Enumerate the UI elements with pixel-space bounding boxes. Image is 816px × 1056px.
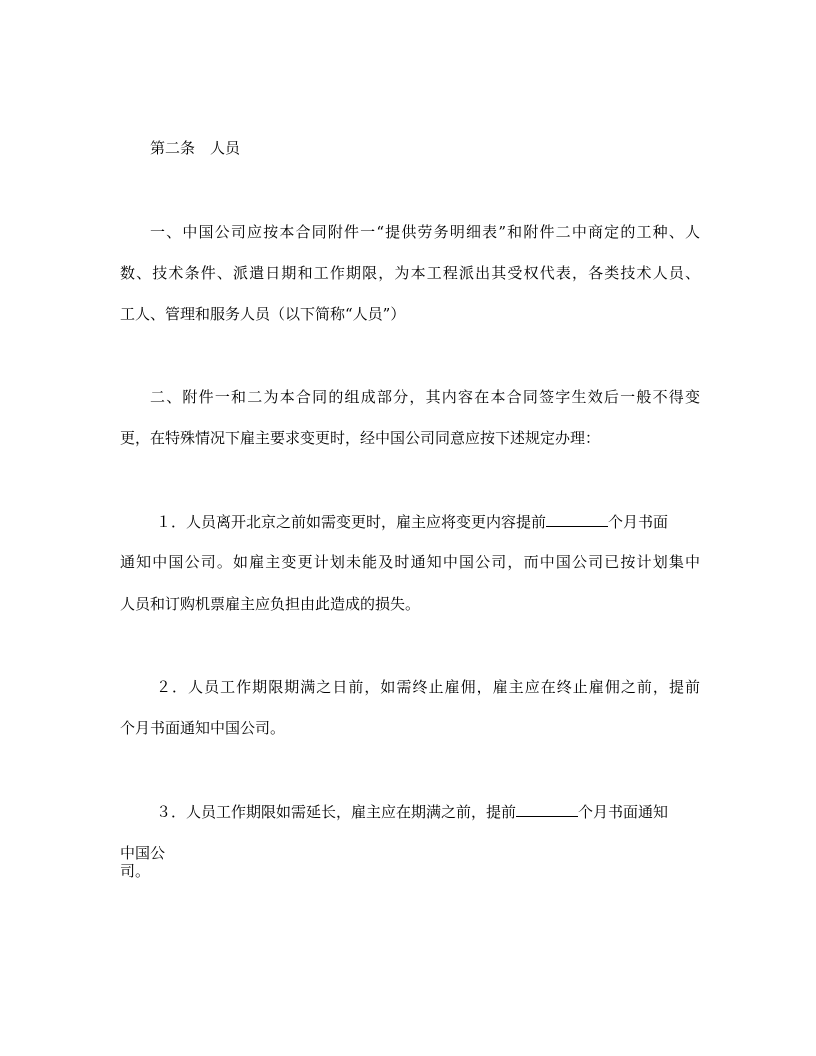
- item3-line1: [156, 801, 700, 822]
- item3-text-after: 个月书面通知: [578, 803, 669, 821]
- item3-text-before: ３．人员工作期限如需延长，雇主应在期满之前，提前: [156, 803, 517, 821]
- item3-blank-field[interactable]: [516, 801, 578, 817]
- section2-line2: 更，在特殊情况下雇主要求变更时，经中国公司同意应按下述规定办理：: [120, 429, 601, 447]
- item3-line3: 司。: [120, 862, 151, 880]
- section1-line1: 一、中国公司应按本合同附件一“提供劳务明细表”和附件二中商定的工种、人: [150, 223, 700, 241]
- item1-line2: 通知中国公司。如雇主变更计划未能及时通知中国公司，而中国公司已按计划集中: [120, 553, 700, 571]
- item1-text-before: １．人员离开北京之前如需变更时，雇主应将变更内容提前: [156, 513, 547, 531]
- section1-line3: 工人、管理和服务人员（以下简称“人员”）: [120, 305, 406, 323]
- item3-line2: 中国公: [120, 844, 166, 862]
- article-heading: 第二条 人员: [150, 139, 241, 157]
- item1-line3: 人员和订购机票雇主应负担由此造成的损失。: [120, 595, 421, 613]
- item1-line1: [156, 511, 700, 532]
- section2-line1: 二、附件一和二为本合同的组成部分，其内容在本合同签字生效后一般不得变: [150, 388, 700, 406]
- item1-text-after: 个月书面: [608, 513, 669, 531]
- section1-line2: 数、技术条件、派遣日期和工作期限，为本工程派出其受权代表，各类技术人员、: [120, 264, 700, 282]
- item2-line2: 个月书面通知中国公司。: [120, 719, 286, 737]
- item1-blank-field[interactable]: [546, 511, 608, 527]
- item2-line1: ２．人员工作期限期满之日前，如需终止雇佣，雇主应在终止雇佣之前，提前: [156, 678, 700, 696]
